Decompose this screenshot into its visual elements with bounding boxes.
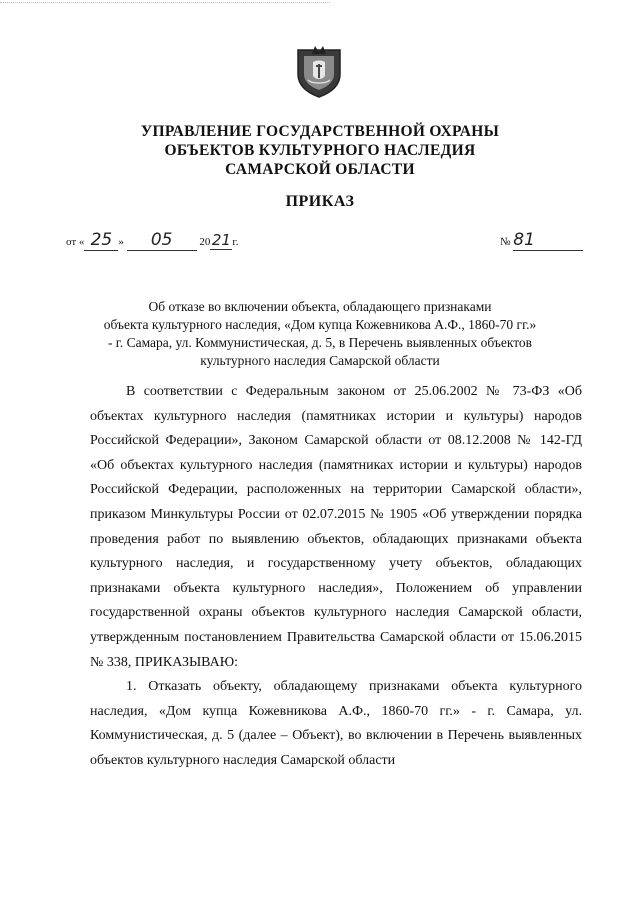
- date-mid: »: [118, 236, 124, 248]
- date-prefix: от «: [66, 236, 85, 248]
- date-year-prefix: 20: [199, 236, 211, 248]
- subject-line-1: Об отказе во включении объекта, обладающего признаками: [148, 299, 492, 314]
- item-1-paragraph: 1. Отказать объекту, обладающему признаками объекта культурного наследия, «Дом купца Кожевникова А.Ф., 1860-70 гг.» - г. Самара, ул. Коммунистическая, д. 5 (далее – Объект), во включении в Перечень выявленных объектов культурного наследия Самарской области: [90, 679, 582, 768]
- date-suffix: г.: [232, 236, 239, 248]
- date-year-suffix: 21: [211, 231, 231, 249]
- scan-top-edge: [0, 2, 330, 3]
- date-month: 05: [150, 230, 173, 250]
- organization-name: [0, 122, 640, 179]
- org-line-2: ОБЪЕКТОВ КУЛЬТУРНОГО НАСЛЕДИЯ: [164, 142, 476, 159]
- number-value: 81: [513, 230, 535, 250]
- order-date: [66, 230, 238, 251]
- preamble-paragraph: В соответствии с Федеральным законом от 25.06.2002 № 73-ФЗ «Об объектах культурного наследия (памятниках истории и культуры) народов Российской Федерации», Законом Самарской области от 08.12.2008 № 142-ГД «Об объектах культурного наследия (памятниках истории и культуры) народов Российской Федерации, расположенных на территории Самарской области», приказом Минкультуры России от 02.07.2015 № 1905 «Об утверждении порядка проведения работ по выявлению объектов, обладающих признаками объекта культурного наследия, и государственному учету объектов, обладающих признаками объекта культурного наследия», Положением об управлении государственной охраны объектов культурного наследия Самарской области, утвержденным постановлением Правительства Самарской области от 15.06.2015 № 338, ПРИКАЗЫВАЮ:: [90, 384, 582, 670]
- order-number: [500, 230, 583, 251]
- order-subject: [40, 298, 600, 370]
- number-prefix: №: [500, 236, 511, 248]
- org-line-1: УПРАВЛЕНИЕ ГОСУДАРСТВЕННОЙ ОХРАНЫ: [140, 123, 500, 140]
- date-day: 25: [90, 230, 113, 250]
- subject-line-4: культурного наследия Самарской области: [200, 353, 440, 368]
- org-line-3: САМАРСКОЙ ОБЛАСТИ: [225, 161, 415, 178]
- subject-line-2: объекта культурного наследия, «Дом купца Кожевникова А.Ф., 1860-70 гг.»: [103, 317, 537, 332]
- subject-line-3: - г. Самара, ул. Коммунистическая, д. 5, в Перечень выявленных объектов: [107, 335, 533, 350]
- order-body: [90, 380, 582, 774]
- coat-of-arms-icon: [294, 40, 344, 98]
- document-type: ПРИКАЗ: [285, 193, 355, 210]
